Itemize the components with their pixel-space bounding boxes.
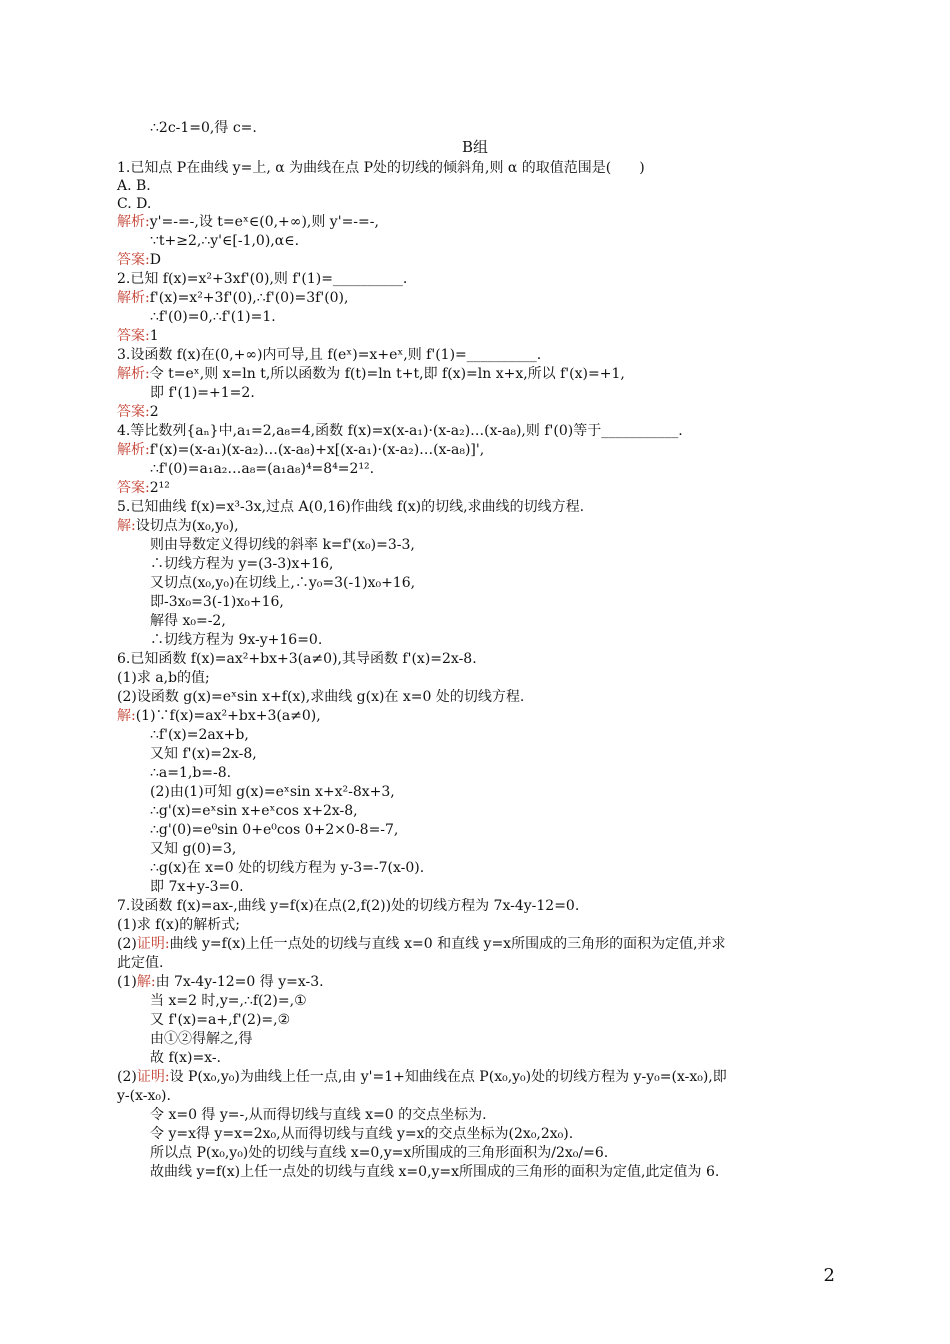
line-text: 解得 x₀=-2,: [150, 613, 226, 629]
text-line: [117, 897, 579, 915]
text-line: [150, 631, 322, 649]
line-text: y'=-=-,设 t=eˣ∈(0,+∞),则 y'=-=-,: [149, 214, 379, 230]
text-line: [117, 365, 625, 383]
line-text: ∴切线方程为 9x-y+16=0.: [150, 632, 323, 648]
group-title: B组: [461, 138, 489, 156]
answer-label: 答案:: [117, 328, 150, 344]
text-line: [150, 840, 236, 858]
text-line: [150, 536, 415, 554]
text-line: [117, 251, 161, 269]
text-line: [150, 384, 255, 402]
page-number: 2: [823, 1265, 835, 1286]
line-text: 1.已知点 P在曲线 y=上, α 为曲线在点 P处的切线的倾斜角,则 α 的取值范围是( ): [117, 160, 645, 176]
line-text: 设 P(x₀,y₀)为曲线上任一点,由 y'=1+知曲线在点 P(x₀,y₀)处的切线方程为 y-y₀=(x-x₀),即: [169, 1069, 727, 1085]
line-text: ∴g'(0)=e⁰sin 0+e⁰cos 0+2×0-8=-7,: [150, 822, 399, 838]
line-text: 5.已知曲线 f(x)=x³-3x,过点 A(0,16)作曲线 f(x)的切线,求曲线的切线方程.: [117, 499, 585, 515]
line-text: 即-3x₀=3(-1)x₀+16,: [150, 594, 284, 610]
line-text: ∴f'(x)=2ax+b,: [150, 727, 249, 743]
text-line: [117, 441, 484, 459]
text-line: [150, 555, 333, 573]
line-text: ∵t+≥2,∴y'∈[-1,0),α∈.: [150, 233, 300, 249]
text-line: [150, 232, 299, 250]
line-text: (2)由(1)可知 g(x)=eˣsin x+x²-8x+3,: [150, 784, 395, 800]
answer-label: 解:: [136, 974, 156, 990]
text-line: [117, 270, 407, 288]
text-line: [117, 669, 210, 687]
answer-label: 解:: [117, 708, 136, 724]
answer-label: 解:: [117, 518, 136, 534]
text-line: [117, 195, 151, 213]
line-text: (1)∵f(x)=ax²+bx+3(a≠0),: [135, 708, 321, 724]
line-text: y-(x-x₀).: [117, 1088, 171, 1104]
text-line: [117, 650, 477, 668]
line-text: D: [149, 252, 161, 268]
text-line: [117, 517, 239, 535]
text-line: [117, 954, 163, 972]
line-text: 设切点为(x₀,y₀),: [135, 518, 239, 534]
text-line: [117, 213, 379, 231]
text-line: [150, 1030, 252, 1048]
line-text: 即 7x+y-3=0.: [150, 879, 244, 895]
line-text: 2: [149, 404, 159, 420]
text-line: [150, 460, 374, 478]
line-text: 又知 f'(x)=2x-8,: [150, 746, 257, 762]
text-line: [117, 289, 348, 307]
line-text: (1)求 f(x)的解析式;: [117, 917, 240, 933]
line-text: 7.设函数 f(x)=ax-,曲线 y=f(x)在点(2,f(2))处的切线方程为 7x-4y-12=0.: [117, 898, 580, 914]
line-text: 即 f'(1)=+1=2.: [150, 385, 255, 401]
line-text: (2)设函数 g(x)=eˣsin x+f(x),求曲线 g(x)在 x=0 处的切线方程.: [117, 689, 525, 705]
answer-label: 证明:: [136, 936, 170, 952]
text-line: [117, 688, 524, 706]
line-text: ∴g(x)在 x=0 处的切线方程为 y-3=-7(x-0).: [150, 860, 425, 876]
text-line: [117, 935, 726, 953]
text-line: [117, 346, 541, 364]
line-text: 1: [149, 328, 159, 344]
line-text: 所以点 P(x₀,y₀)处的切线与直线 x=0,y=x所围成的三角形面积为/2x₀/=6.: [150, 1145, 609, 1161]
line-text: ∴a=1,b=-8.: [150, 765, 232, 781]
answer-label: 答案:: [117, 252, 150, 268]
text-line: [150, 821, 398, 839]
answer-label: 解析:: [117, 290, 150, 306]
answer-label: 解析:: [117, 214, 150, 230]
line-text: 由 7x-4y-12=0 得 y=x-3.: [155, 974, 324, 990]
line-text: 当 x=2 时,y=,∴f(2)=,①: [150, 993, 307, 1009]
text-line: [150, 1106, 487, 1124]
answer-label: 解析:: [117, 442, 150, 458]
text-line: [117, 422, 683, 440]
line-text: 2¹²: [149, 480, 170, 496]
answer-label: 答案:: [117, 404, 150, 420]
answer-label: 答案:: [117, 480, 150, 496]
text-line: [150, 1144, 608, 1162]
text-line: [117, 707, 321, 725]
line-text: 2.已知 f(x)=x²+3xf'(0),则 f'(1)=__________.: [117, 271, 408, 287]
text-line: [117, 916, 240, 934]
line-text: (1)求 a,b的值;: [117, 670, 210, 686]
text-line: [150, 119, 257, 137]
line-text: 4.等比数列{aₙ}中,a₁=2,a₈=4,函数 f(x)=x(x-a₁)·(x-a₂)…(x-a₈),则 f'(0)等于___________.: [117, 423, 683, 439]
text-line: [117, 1068, 727, 1086]
text-line: [150, 1163, 719, 1181]
line-prefix: (2): [117, 1069, 137, 1085]
line-text: 曲线 y=f(x)上任一点处的切线与直线 x=0 和直线 y=x所围成的三角形的面积为定值,并求: [169, 936, 726, 952]
text-line: [117, 327, 159, 345]
text-line: [150, 593, 284, 611]
text-line: [150, 802, 358, 820]
text-line: [117, 177, 151, 195]
line-text: 令 x=0 得 y=-,从而得切线与直线 x=0 的交点坐标为.: [150, 1107, 487, 1123]
answer-label: 解析:: [117, 366, 150, 382]
line-text: 3.设函数 f(x)在(0,+∞)内可导,且 f(eˣ)=x+eˣ,则 f'(1)=__________.: [117, 347, 542, 363]
text-line: [117, 159, 645, 177]
line-text: A. B.: [117, 178, 151, 194]
line-text: C. D.: [117, 196, 152, 212]
line-text: ∴g'(x)=eˣsin x+eˣcos x+2x-8,: [150, 803, 358, 819]
text-line: [150, 612, 226, 630]
line-text: f'(x)=(x-a₁)(x-a₂)…(x-a₈)+x[(x-a₁)·(x-a₂)…(x-a₈)]',: [149, 442, 485, 458]
line-text: 令 y=x得 y=x=2x₀,从而得切线与直线 y=x的交点坐标为(2x₀,2x₀).: [150, 1126, 574, 1142]
line-text: 又切点(x₀,y₀)在切线上,∴y₀=3(-1)x₀+16,: [150, 575, 416, 591]
text-line: [117, 479, 170, 497]
text-line: [150, 1125, 573, 1143]
answer-label: 证明:: [136, 1069, 170, 1085]
text-line: [150, 308, 276, 326]
line-text: 故曲线 y=f(x)上任一点处的切线与直线 x=0,y=x所围成的三角形的面积为定值,此定值为 6.: [150, 1164, 720, 1180]
text-line: [150, 726, 249, 744]
line-text: 此定值.: [117, 955, 164, 971]
line-text: 6.已知函数 f(x)=ax²+bx+3(a≠0),其导函数 f'(x)=2x-8.: [117, 651, 477, 667]
line-text: 又 f'(x)=a+,f'(2)=,②: [150, 1012, 291, 1028]
line-text: ∴f'(0)=a₁a₂…a₈=(a₁a₈)⁴=8⁴=2¹².: [150, 461, 375, 477]
line-text: f'(x)=x²+3f'(0),∴f'(0)=3f'(0),: [149, 290, 349, 306]
line-prefix: (1): [117, 974, 137, 990]
text-line: [117, 1087, 171, 1105]
line-text: 令 t=eˣ,则 x=ln t,所以函数为 f(t)=ln t+t,即 f(x)=ln x+x,所以 f'(x)=+1,: [149, 366, 625, 382]
text-line: [150, 764, 231, 782]
text-line: [117, 498, 584, 516]
line-text: 由①②得解之,得: [150, 1031, 253, 1047]
line-text: 又知 g(0)=3,: [150, 841, 237, 857]
text-line: [150, 859, 424, 877]
text-line: [150, 1049, 221, 1067]
line-text: 故 f(x)=x-.: [150, 1050, 222, 1066]
text-line: [150, 878, 244, 896]
line-text: 则由导数定义得切线的斜率 k=f'(x₀)=3-3,: [150, 537, 415, 553]
text-line: [150, 745, 257, 763]
text-line: [150, 1011, 290, 1029]
line-text: ∴f'(0)=0,∴f'(1)=1.: [150, 309, 276, 325]
text-line: [150, 783, 395, 801]
line-prefix: (2): [117, 936, 137, 952]
line-text: ∴2c-1=0,得 c=.: [150, 120, 257, 136]
text-line: [117, 973, 324, 991]
text-line: [150, 992, 307, 1010]
line-text: ∴切线方程为 y=(3-3)x+16,: [150, 556, 334, 572]
text-line: [150, 574, 415, 592]
text-line: [117, 403, 159, 421]
